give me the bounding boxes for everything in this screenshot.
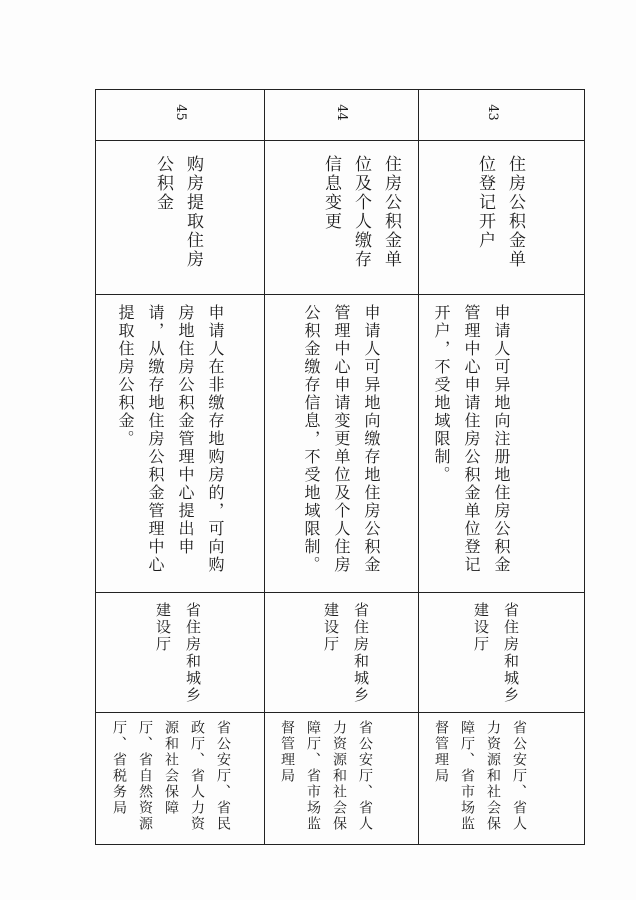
cooperating-departments: 省公安厅、省人力资源和社会保障厅、省市场监督管理局	[433, 720, 527, 832]
cooperating-departments: 省公安厅、省人力资源和社会保障厅、省市场监督管理局	[279, 720, 373, 832]
item-name: 购房提取住房公积金	[153, 155, 203, 269]
column-divider	[95, 592, 585, 593]
row-number: 43	[484, 104, 500, 121]
item-description: 申请人可异地向缴存地住房公积金管理中心申请变更单位及个人住房公积金缴存信息，不受地域限制。	[302, 304, 381, 574]
column-divider	[95, 294, 585, 295]
item-name: 住房公积金单位及个人缴存信息变更	[321, 155, 401, 269]
lead-department: 省住房和城乡建设厅	[154, 602, 202, 704]
column-divider	[95, 140, 585, 141]
cooperating-departments: 省公安厅、省民政厅、省人力资源和社会保障厅、省自然资源厅、省税务局	[111, 720, 231, 832]
item-description: 申请人在非缴存地购房的，可向购房地住房公积金管理中心提出申请，从缴存地住房公积金管理中心提取住房公积金。	[116, 304, 225, 574]
column-divider	[95, 712, 585, 713]
row-divider	[264, 89, 265, 845]
row-divider	[418, 89, 419, 845]
item-description: 申请人可异地向注册地住房公积金管理中心申请住房公积金单位登记开户，不受地域限制。	[432, 304, 511, 574]
lead-department: 省住房和城乡建设厅	[322, 602, 370, 704]
row-number: 44	[333, 104, 349, 121]
row-number: 45	[172, 104, 188, 121]
item-name: 住房公积金单位登记开户	[475, 155, 525, 269]
lead-department: 省住房和城乡建设厅	[472, 602, 520, 704]
